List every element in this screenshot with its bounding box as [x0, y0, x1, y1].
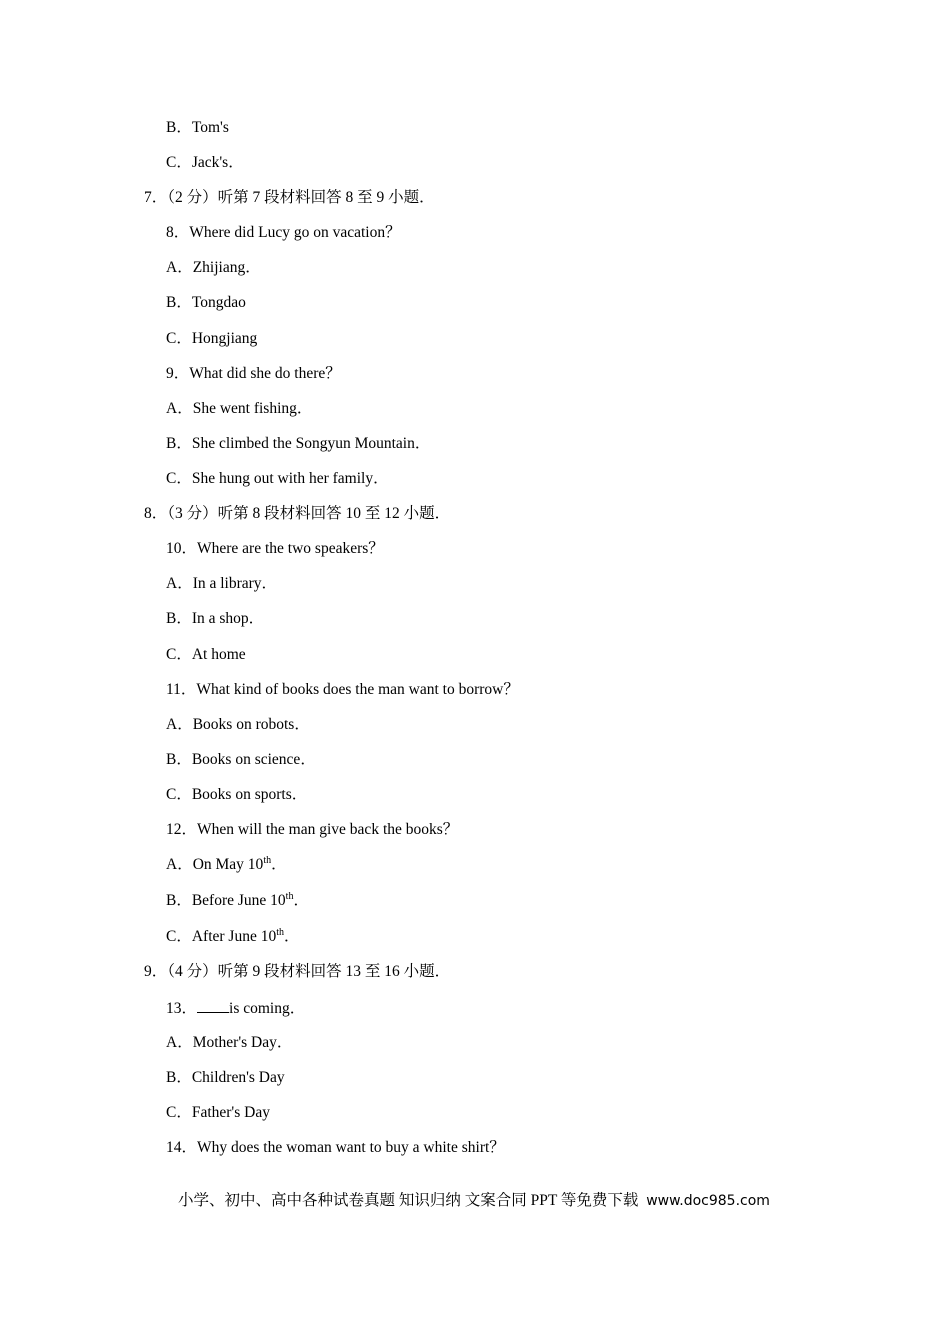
- section-heading: 7．（2 分）听第 7 段材料回答 8 至 9 小题．: [144, 189, 435, 206]
- question: 13． is coming．: [166, 1000, 306, 1017]
- option-b: B．She climbed the Songyun Mountain．: [166, 435, 431, 452]
- option-c: C．After June 10th．: [166, 926, 300, 945]
- question: 11．What kind of books does the man want to borrow？: [166, 681, 519, 698]
- option-c: C．Hongjiang: [166, 330, 258, 347]
- section-heading: 8．（3 分）听第 8 段材料回答 10 至 12 小题．: [144, 505, 451, 522]
- option-b: B．Tom's: [166, 119, 229, 136]
- option-c: C．Jack's．: [166, 154, 244, 171]
- question: 12．When will the man give back the books？: [166, 821, 459, 838]
- page-footer: [178, 1191, 770, 1211]
- question: 14．Why does the woman want to buy a white shirt？: [166, 1139, 505, 1156]
- footer-text: 小学、初中、高中各种试卷真题 知识归纳 文案合同 PPT 等免费下载: [178, 1192, 639, 1209]
- option-a: A．In a library．: [166, 575, 278, 592]
- option-c: C．Books on sports．: [166, 786, 308, 803]
- question: 10．Where are the two speakers？: [166, 540, 384, 557]
- option-a: A．She went fishing．: [166, 400, 313, 417]
- option-b: B．Books on science．: [166, 751, 316, 768]
- question: 9．What did she do there？: [166, 365, 341, 382]
- option-a: A．Mother's Day．: [166, 1034, 293, 1051]
- question: 8．Where did Lucy go on vacation？: [166, 224, 401, 241]
- option-c: C．Father's Day: [166, 1104, 270, 1121]
- option-c: C．At home: [166, 646, 246, 663]
- option-b: B．In a shop．: [166, 610, 265, 627]
- option-b: B．Tongdao: [166, 294, 246, 311]
- answer-blank: [197, 998, 229, 1013]
- option-b: B．Children's Day: [166, 1069, 285, 1086]
- section-heading: 9．（4 分）听第 9 段材料回答 13 至 16 小题．: [144, 963, 451, 980]
- option-b: B．Before June 10th．: [166, 890, 309, 909]
- option-a: A．Zhijiang．: [166, 259, 261, 276]
- option-a: A．On May 10th．: [166, 854, 287, 873]
- option-c: C．She hung out with her family．: [166, 470, 389, 487]
- footer-url[interactable]: www.doc985.com: [646, 1193, 770, 1209]
- option-a: A．Books on robots．: [166, 716, 310, 733]
